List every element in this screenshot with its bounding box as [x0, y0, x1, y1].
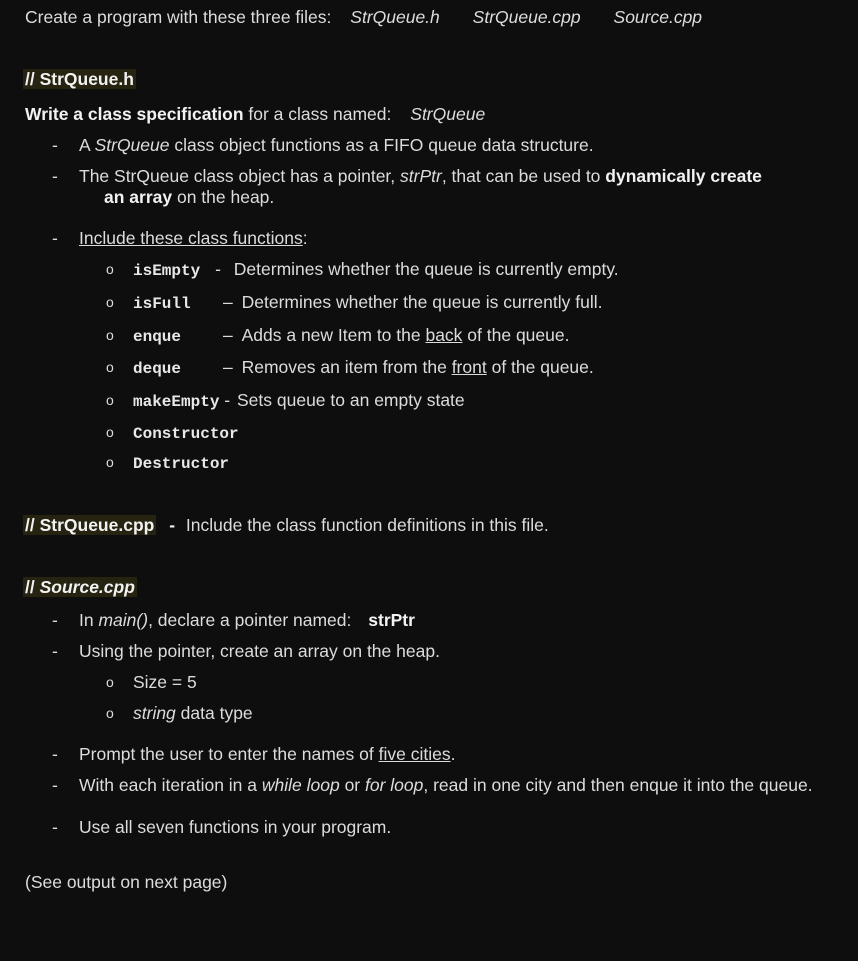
spec-class-name: StrQueue	[410, 104, 486, 124]
dash-bullet: -	[52, 744, 58, 764]
circle-bullet: o	[106, 424, 114, 440]
circle-bullet: o	[106, 261, 114, 277]
bullet-pointer-cont: an array on the heap.	[104, 187, 275, 207]
spec-bold: Write a class specification	[25, 104, 244, 124]
heading-source-cpp: // Source.cpp	[25, 577, 135, 597]
sub-size: Size = 5	[133, 672, 197, 692]
function-name: isFull	[133, 295, 191, 313]
circle-bullet: o	[106, 454, 114, 470]
function-name: deque	[133, 360, 182, 378]
bullet-use-all: Use all seven functions in your program.	[79, 817, 392, 837]
cpp-description: Include the class function definitions in this file.	[185, 515, 549, 535]
function-name: enque	[133, 328, 182, 346]
dash-bullet: -	[52, 641, 58, 661]
file-name-h: StrQueue.h	[350, 7, 440, 27]
function-name: Destructor	[133, 455, 230, 473]
bullet-main-pointer: In main(), declare a pointer named: strPtr	[79, 610, 415, 630]
function-isfull: isFull – Determines whether the queue is currently full.	[133, 292, 603, 313]
function-name: Constructor	[133, 425, 239, 443]
bullet-create-array: Using the pointer, create an array on the heap.	[79, 641, 440, 661]
circle-bullet: o	[106, 327, 114, 343]
bullet-include-functions: Include these class functions:	[79, 228, 308, 248]
section-heading-strqueue-h	[23, 68, 136, 90]
circle-bullet: o	[106, 294, 114, 310]
function-name: makeEmpty	[133, 393, 220, 411]
sub-data-type: string data type	[133, 703, 253, 723]
dash-bullet: -	[52, 135, 58, 155]
dash-bullet: -	[52, 228, 58, 248]
function-enque: enque – Adds a new Item to the back of the queue.	[133, 325, 570, 346]
spec-rest: for a class named:	[243, 104, 392, 124]
footer-note: (See output on next page)	[25, 872, 228, 892]
function-makeempty: makeEmpty - Sets queue to an empty state	[133, 390, 465, 411]
bullet-pointer: The StrQueue class object has a pointer, strPtr, that can be used to dynamically create	[79, 166, 762, 186]
dash-bullet: -	[52, 775, 58, 795]
dash-bullet: -	[52, 817, 58, 837]
intro-line	[25, 6, 702, 28]
heading-strqueue-cpp: // StrQueue.cpp	[25, 515, 155, 535]
circle-bullet: o	[106, 392, 114, 408]
function-deque: deque – Removes an item from the front of the queue.	[133, 357, 594, 378]
function-name: isEmpty	[133, 262, 201, 280]
section-heading-source-cpp	[23, 576, 137, 598]
spec-line	[25, 103, 485, 125]
circle-bullet: o	[106, 674, 114, 690]
bullet-prompt-cities: Prompt the user to enter the names of five cities.	[79, 744, 456, 764]
file-name-source: Source.cpp	[613, 7, 703, 27]
intro-text: Create a program with these three files:	[25, 7, 332, 27]
function-isempty: isEmpty - Determines whether the queue is currently empty.	[133, 259, 619, 280]
circle-bullet: o	[106, 359, 114, 375]
bullet-fifo: A StrQueue class object functions as a FIFO queue data structure.	[79, 135, 594, 155]
section-heading-strqueue-cpp: // StrQueue.cpp - Include the class function definitions in this file.	[25, 515, 549, 535]
bullet-loop: With each iteration in a while loop or for loop, read in one city and then enque it into the queue.	[79, 775, 813, 795]
heading-strqueue-h: // StrQueue.h	[25, 69, 134, 89]
function-destructor	[133, 451, 229, 475]
dash-bullet: -	[52, 166, 58, 186]
dash-bullet: -	[52, 610, 58, 630]
file-name-cpp: StrQueue.cpp	[472, 7, 581, 27]
function-constructor	[133, 421, 239, 445]
circle-bullet: o	[106, 705, 114, 721]
